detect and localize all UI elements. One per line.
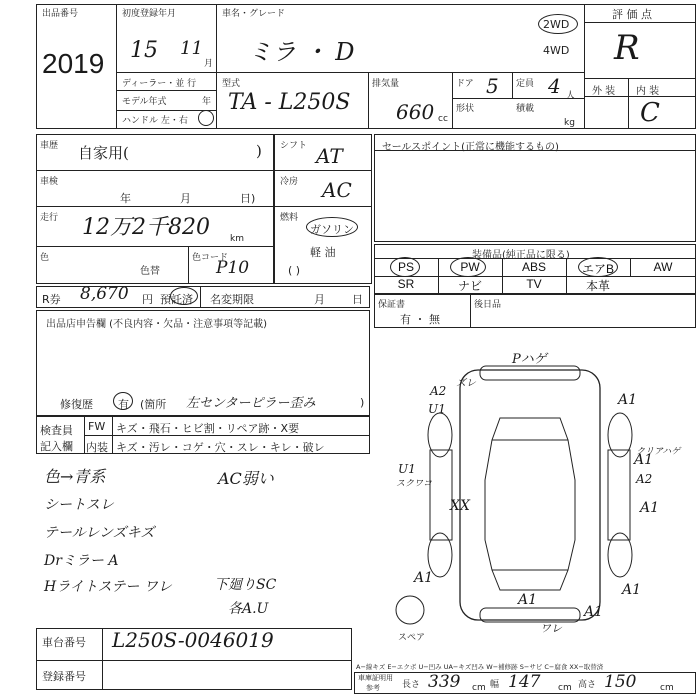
r-value: 8,670 — [80, 284, 129, 304]
car-bumper-front — [480, 366, 580, 380]
car-windshield — [492, 418, 568, 440]
dealer-label: ディーラー・並 行 — [122, 79, 197, 89]
diag-label-ware: ワレ — [540, 622, 562, 635]
diag-label-a1-right-low: A1 — [640, 500, 660, 516]
dim-height: 150 — [604, 672, 637, 692]
sales-points-label: セールスポイント(正常に機能するもの) — [382, 142, 559, 153]
note-ac: AC弱い — [218, 469, 274, 488]
diag-label-a1-rear-right: A1 — [584, 604, 604, 620]
car-diagram — [380, 340, 696, 640]
inspector-label-1: 検査員 — [40, 424, 73, 437]
equip-airbag: エアB — [581, 262, 614, 276]
equip-ps-circle — [390, 257, 420, 277]
seller-notes-label: 出品店申告欄 (不良内容・欠品・注意事項等記載) — [46, 319, 267, 330]
repair-yes-circle — [113, 392, 133, 410]
diag-label-clear-hage: クリアハゲ — [636, 447, 681, 457]
ac-value: AC — [322, 178, 352, 202]
note-tail: テールレンズキズ — [44, 525, 155, 541]
repair-label: 修復歴 — [60, 398, 93, 411]
eval-label: 評 価 点 — [612, 8, 652, 21]
diag-label-a2-left: A2 — [430, 384, 447, 398]
repair-end: ) — [360, 396, 365, 409]
diag-label-sukuwako: スクワコ — [396, 479, 433, 489]
diag-label-a2-right: A2 — [636, 472, 653, 486]
diag-label-u1-side: U1 — [398, 462, 416, 476]
displacement: 660 — [396, 100, 435, 124]
mileage-unit: km — [230, 234, 244, 244]
doors: 5 — [486, 74, 499, 98]
car-roof — [485, 440, 575, 570]
color-label: 色 — [40, 253, 50, 263]
car-body-outline — [460, 370, 600, 620]
inspector-label-2: 記入欄 — [40, 440, 73, 453]
name-change-label: 名変期限 — [210, 293, 254, 306]
diag-label-a1-rear-mid: A1 — [518, 592, 538, 608]
r-deposit-circle — [170, 287, 198, 305]
equip-ps: PS — [397, 260, 414, 274]
first-reg-label: 初度登録年月 — [122, 9, 177, 19]
equip-leather: 本革 — [585, 279, 610, 293]
car-side-left — [430, 450, 452, 540]
mileage-label: 走行 — [40, 213, 59, 223]
chassis-label: 車台番号 — [42, 636, 86, 649]
dim-label-2: 参考 — [366, 684, 380, 692]
color-code-label: 色コード — [192, 253, 229, 263]
lot-label: 出品番号 — [42, 9, 79, 19]
displacement-unit: cc — [438, 114, 448, 124]
reg-label: 登録番号 — [42, 670, 86, 683]
fw-text: キズ・飛石・ヒビ割・リペア跡・X要 — [116, 422, 300, 435]
dim-label-1: 車庫証明用 — [358, 674, 393, 682]
load-unit: kg — [564, 118, 575, 128]
dim-height-label: 高さ — [578, 680, 597, 690]
equip-pw-circle — [450, 257, 486, 277]
exterior-label: 外 装 — [592, 86, 616, 97]
dim-width-label: 幅 — [490, 680, 500, 690]
handle-label: ハンドル 左・右 — [122, 116, 188, 126]
doors-label: ドア — [456, 79, 474, 89]
diag-label-xx: XX — [450, 498, 470, 514]
history-label: 車歴 — [40, 141, 59, 151]
diag-label-p-hage: Pハゲ — [512, 352, 547, 367]
color-sub: 色替 — [140, 266, 160, 277]
model-label: 型式 — [222, 79, 241, 89]
handle-right-circle — [198, 110, 214, 126]
first-reg-year: 15 — [130, 38, 158, 63]
model-year-label: モデル年式 — [122, 97, 167, 107]
equip-navi: ナビ — [457, 279, 482, 293]
diag-label-a1-rear-left: A1 — [414, 570, 434, 586]
equip-aw: AW — [653, 260, 673, 274]
equipment-label: 装備品(純正品に限る) — [472, 250, 570, 261]
model-code: TA - L250S — [228, 90, 351, 115]
diag-label-zure: ズレ — [456, 378, 476, 389]
first-reg-month: 11 — [180, 38, 203, 59]
seats: 4 — [548, 74, 561, 98]
car-rear-window — [492, 570, 568, 590]
diag-label-a1-right-top: A1 — [618, 392, 638, 408]
color-code: P10 — [216, 258, 250, 278]
fuel-gas: ガソリン — [310, 223, 354, 236]
shape-label: 形状 — [456, 104, 475, 114]
lot-number: 2019 — [42, 48, 105, 79]
shift-value: AT — [316, 144, 343, 168]
note-seat: シートスレ — [44, 497, 114, 513]
drive-4wd: 4WD — [543, 44, 570, 57]
shift-label: シフト — [280, 141, 308, 151]
note-color: 色→青系 — [44, 467, 106, 486]
load-label: 積載 — [516, 104, 535, 114]
inspection-year: 年 — [120, 192, 131, 205]
ac-label: 冷房 — [280, 177, 299, 187]
fuel-label: 燃料 — [280, 213, 299, 223]
repair-place: 左センターピラー歪み — [186, 396, 316, 411]
diag-label-a1-far-right: A1 — [622, 582, 642, 598]
chassis-value: L250S-0046019 — [112, 628, 274, 652]
spare-label: スペア — [398, 633, 426, 643]
note-each: 各A.U — [228, 601, 269, 617]
name-change-month: 月 — [314, 293, 325, 306]
eval-score: R — [614, 28, 640, 68]
int-label: 内装 — [86, 441, 108, 454]
dim-length-label: 長さ — [402, 680, 421, 690]
r-deposit: 預託済 — [160, 293, 193, 306]
dim-height-unit: cm — [660, 683, 674, 693]
model-year-unit: 年 — [202, 97, 212, 107]
inspection-label: 車検 — [40, 177, 59, 187]
equip-tv: TV — [526, 277, 542, 291]
first-reg-unit: 月 — [204, 59, 214, 69]
name-change-day: 日 — [352, 293, 363, 306]
equip-pw: PW — [460, 260, 480, 274]
dim-width: 147 — [508, 672, 541, 692]
equip-airbag-circle — [578, 257, 618, 277]
seats-label: 定員 — [516, 79, 535, 89]
diag-label-u1-left: U1 — [428, 402, 446, 416]
fuel-diesel: 軽 油 — [310, 246, 336, 259]
int-text: キズ・汚レ・コゲ・穴・スレ・キレ・破レ — [116, 441, 325, 454]
note-headlight: Hライトステー ワレ — [44, 579, 172, 595]
make-grade: ミラ ・ D — [248, 38, 355, 66]
car-side-right — [608, 450, 630, 540]
interior-score: C — [640, 98, 660, 128]
r-label: R券 — [42, 293, 61, 306]
mileage: 12万2千820 — [82, 215, 210, 240]
spare-tire — [396, 596, 424, 624]
dim-length-unit: cm — [472, 683, 486, 693]
warranty-label: 保証書 — [378, 300, 406, 310]
manual-label: 後日品 — [474, 300, 502, 310]
fuel-paren: ( ) — [288, 264, 301, 277]
warranty-value: 有 ・ 無 — [400, 313, 440, 326]
drive-2wd: 2WD — [543, 18, 570, 31]
r-yen: 円 — [142, 293, 153, 306]
dim-length: 339 — [428, 672, 461, 692]
fw-label: FW — [88, 420, 106, 433]
note-mirror: Drミラー A — [44, 553, 119, 569]
damage-legend: A−線キズ E−エクボ U−凹み UA−キズ凹み W−補修跡 S−サビ C−腐食 XX−取替済 — [356, 663, 604, 671]
inspection-day: 日) — [240, 192, 256, 205]
displacement-label: 排気量 — [372, 79, 400, 89]
diag-label-a1-right-mid: A1 — [634, 452, 654, 468]
equip-abs: ABS — [521, 260, 546, 274]
seats-unit: 人 — [566, 91, 576, 101]
make-grade-label: 車名・グレード — [222, 9, 286, 19]
dim-width-unit: cm — [558, 683, 572, 693]
history-value: 自家用( — [78, 144, 129, 162]
note-underside: 下廻りSC — [214, 577, 277, 593]
repair-value: 有 — [118, 398, 129, 411]
inspection-month: 月 — [180, 192, 191, 205]
interior-label: 内 装 — [636, 86, 660, 97]
history-value-end: ) — [256, 142, 262, 160]
equip-sr: SR — [397, 277, 415, 291]
repair-place-label: (箇所 — [140, 398, 167, 411]
